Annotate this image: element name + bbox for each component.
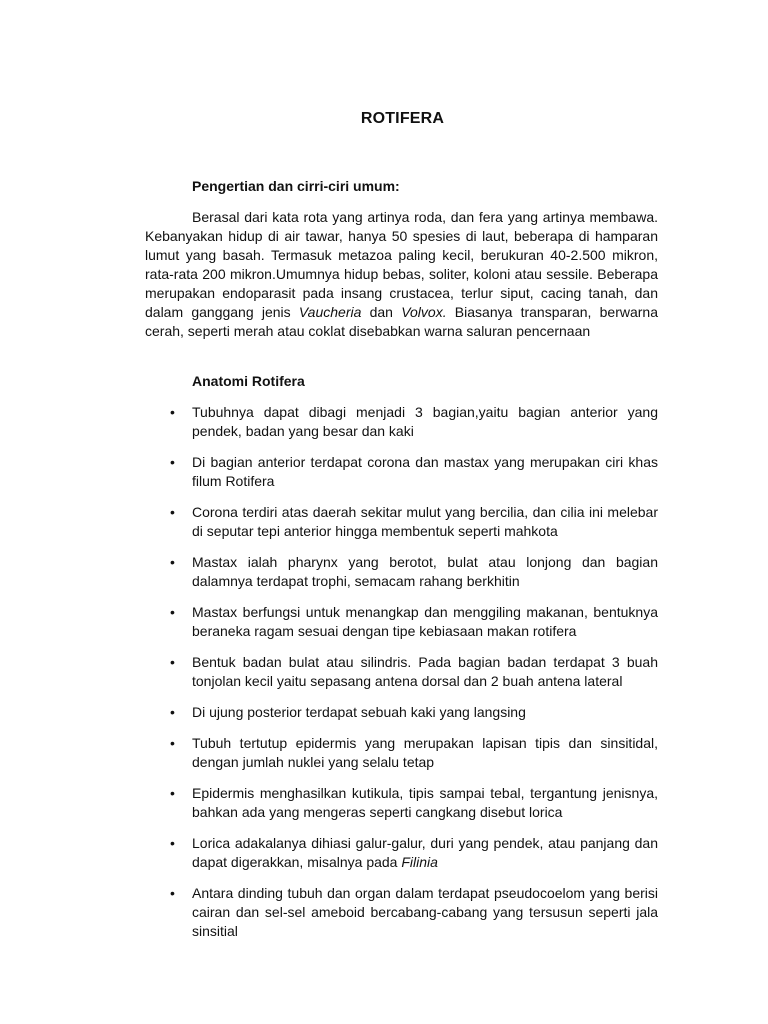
list-item <box>145 884 658 941</box>
list-item <box>145 503 658 541</box>
list-item <box>145 403 658 441</box>
list-item <box>145 703 658 722</box>
list-item <box>145 603 658 641</box>
lorica-text: Lorica adakalanya dihiasi galur-galur, duri yang pendek, atau panjang dan dapat digerakkan, misalnya pada <box>192 835 658 870</box>
list-item <box>145 653 658 691</box>
list-item <box>145 834 658 872</box>
list-item <box>145 784 658 822</box>
lorica-italic-filinia: Filinia <box>401 854 438 870</box>
list-item-text: Mastax ialah pharynx yang berotot, bulat atau lonjong dan bagian dalamnya terdapat trophi, semacam rahang berkhitin <box>192 554 658 589</box>
bullet-icon: • <box>170 735 175 751</box>
intro-italic-vaucheria: Vaucheria <box>298 304 362 320</box>
list-item <box>145 453 658 491</box>
list-item <box>145 553 658 591</box>
bullet-icon: • <box>170 785 175 801</box>
bullet-icon: • <box>170 504 175 520</box>
bullet-icon: • <box>170 835 175 851</box>
list-item <box>145 734 658 772</box>
list-item-text: Epidermis menghasilkan kutikula, tipis sampai tebal, tergantung jenisnya, bahkan ada yang mengeras seperti cangkang disebut lorica <box>192 785 658 820</box>
bullet-icon: • <box>170 554 175 570</box>
intro-text-part1: Berasal dari kata rota yang artinya roda, dan fera yang artinya membawa. Kebanyakan hidup di air tawar, hanya 50 spesies di laut, beberapa di hamparan lumut yang basah. Termasuk metazoa paling kecil, berukuran 40-2.500 mikron, rata-rata 200 mikron.Umumnya hidup bebas, soliter, koloni atau sessile. Beberapa merupakan endoparasit pada insang crustacea, terlur siput, cacing tanah, dan dalam ganggang jenis <box>145 209 658 320</box>
intro-italic-volvox: Volvox. <box>401 304 447 320</box>
section-heading-anatomy: Anatomi Rotifera <box>192 373 305 389</box>
list-item-text: Di bagian anterior terdapat corona dan mastax yang merupakan ciri khas filum Rotifera <box>192 454 658 489</box>
page-title: ROTIFERA <box>360 110 445 127</box>
bullet-icon: • <box>170 885 175 901</box>
bullet-icon: • <box>170 604 175 620</box>
bullet-icon: • <box>170 454 175 470</box>
list-item-text: Di ujung posterior terdapat sebuah kaki yang langsing <box>192 704 526 720</box>
intro-text-part2: dan <box>361 304 402 320</box>
bullet-icon: • <box>170 654 175 670</box>
list-item-text: Tubuhnya dapat dibagi menjadi 3 bagian,yaitu bagian anterior yang pendek, badan yang besar dan kaki <box>192 404 658 439</box>
anatomy-bullet-list <box>145 403 658 953</box>
intro-text-part3: Biasanya transparan, berwarna cerah, seperti merah atau coklat disebabkan warna saluran pencernaan <box>145 304 658 339</box>
list-item-text <box>192 834 658 872</box>
bullet-icon: • <box>170 704 175 720</box>
bullet-icon: • <box>170 404 175 420</box>
list-item-text: Mastax berfungsi untuk menangkap dan menggiling makanan, bentuknya beraneka ragam sesuai dengan tipe kebiasaan makan rotifera <box>192 604 658 639</box>
list-item-text: Antara dinding tubuh dan organ dalam terdapat pseudocoelom yang berisi cairan dan sel-sel ameboid bercabang-cabang yang tersusun seperti jala sinsitial <box>192 885 658 939</box>
list-item-text: Corona terdiri atas daerah sekitar mulut yang bercilia, dan cilia ini melebar di seputar tepi anterior hingga membentuk seperti mahkota <box>192 504 658 539</box>
section-heading-definition: Pengertian dan cirri-ciri umum: <box>192 178 400 194</box>
intro-paragraph <box>145 208 658 341</box>
list-item-text: Tubuh tertutup epidermis yang merupakan lapisan tipis dan sinsitidal, dengan jumlah nuklei yang selalu tetap <box>192 735 658 770</box>
list-item-text: Bentuk badan bulat atau silindris. Pada bagian badan terdapat 3 buah tonjolan kecil yaitu sepasang antena dorsal dan 2 buah antena lateral <box>192 654 658 689</box>
